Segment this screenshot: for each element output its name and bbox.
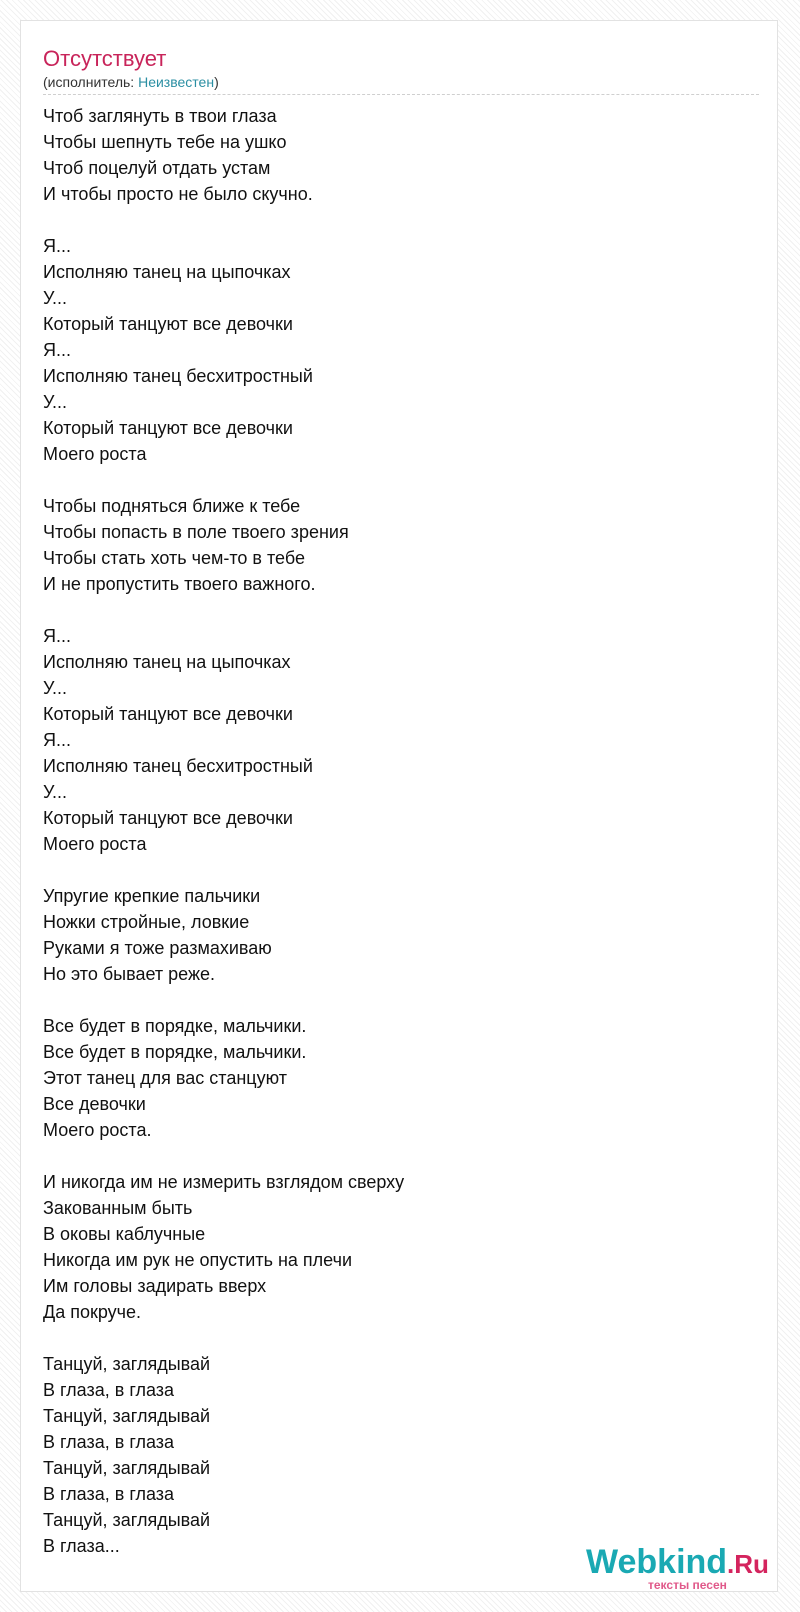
lyric-line: Закованным быть [43, 1198, 193, 1218]
lyrics-card [20, 20, 778, 1592]
lyric-line: Чтоб заглянуть в твои глаза [43, 106, 277, 126]
lyric-line: Чтобы попасть в поле твоего зрения [43, 522, 349, 542]
lyric-line [43, 987, 743, 1013]
lyric-line: В глаза, в глаза [43, 1484, 175, 1504]
lyric-line: Все девочки [43, 1094, 146, 1114]
lyric-line: Чтобы стать хоть чем-то в тебе [43, 548, 305, 568]
artist-line [43, 73, 219, 91]
lyric-line: Который танцуют все девочки [43, 314, 293, 334]
lyric-line: И чтобы просто не было скучно. [43, 184, 313, 204]
lyric-line: И не пропустить твоего важного. [43, 574, 316, 594]
lyric-line: У... [43, 678, 68, 698]
lyric-line [43, 207, 743, 233]
lyric-line: Чтоб поцелуй отдать устам [43, 158, 271, 178]
lyric-line: Исполняю танец на цыпочках [43, 652, 291, 672]
lyric-line: Танцуй, заглядывай [43, 1458, 211, 1478]
lyric-line: Танцуй, заглядывай [43, 1510, 211, 1530]
lyric-line: Все будет в порядке, мальчики. [43, 1016, 307, 1036]
lyric-line: Чтобы подняться ближе к тебе [43, 496, 301, 516]
lyric-line: Исполняю танец бесхитростный [43, 756, 313, 776]
lyric-line: В глаза, в глаза [43, 1380, 175, 1400]
lyric-line: В глаза... [43, 1536, 120, 1556]
lyric-line: Исполняю танец на цыпочках [43, 262, 291, 282]
artist-prefix: (исполнитель: [43, 74, 139, 90]
lyric-line: Никогда им рук не опустить на плечи [43, 1250, 353, 1270]
lyric-line: Исполняю танец бесхитростный [43, 366, 313, 386]
lyric-line: Моего роста. [43, 1120, 152, 1140]
lyric-line: В глаза, в глаза [43, 1432, 175, 1452]
lyric-line: Упругие крепкие пальчики [43, 886, 261, 906]
lyric-line: У... [43, 288, 68, 308]
lyric-line: Этот танец для вас станцуют [43, 1068, 287, 1088]
lyric-line [43, 857, 743, 883]
lyric-line: Я... [43, 340, 72, 360]
title-divider [43, 94, 759, 95]
lyric-line: Все будет в порядке, мальчики. [43, 1042, 307, 1062]
lyric-line: Чтобы шепнуть тебе на ушко [43, 132, 287, 152]
lyric-line: Руками я тоже размахиваю [43, 938, 272, 958]
lyric-line [43, 1325, 743, 1351]
artist-link[interactable]: Неизвестен [138, 74, 215, 90]
lyric-line: Им головы задирать вверх [43, 1276, 267, 1296]
lyric-line: У... [43, 392, 68, 412]
lyric-line: Ножки стройные, ловкие [43, 912, 250, 932]
lyric-line [43, 597, 743, 623]
lyric-line: Да покруче. [43, 1302, 142, 1322]
lyric-line [43, 1143, 743, 1169]
lyric-line: В оковы каблучные [43, 1224, 206, 1244]
logo-tagline: тексты песен [648, 1578, 727, 1592]
lyric-line: Я... [43, 730, 72, 750]
lyric-line: Но это бывает реже. [43, 964, 216, 984]
lyric-line: Танцуй, заглядывай [43, 1354, 211, 1374]
lyric-line: Который танцуют все девочки [43, 808, 293, 828]
lyric-line: Я... [43, 626, 72, 646]
logo-tld: .Ru [727, 1549, 769, 1579]
artist-suffix: ) [214, 74, 219, 90]
song-title: Отсутствует [43, 46, 167, 71]
lyric-line: Моего роста [43, 834, 147, 854]
lyric-line: У... [43, 782, 68, 802]
lyric-line: Моего роста [43, 444, 147, 464]
lyric-line: Который танцуют все девочки [43, 418, 293, 438]
lyric-line: Я... [43, 236, 72, 256]
webkind-logo[interactable] [586, 1542, 786, 1602]
lyric-line: Который танцуют все девочки [43, 704, 293, 724]
lyric-line: И никогда им не измерить взглядом сверху [43, 1172, 405, 1192]
lyrics-text [43, 103, 743, 1559]
lyric-line: Танцуй, заглядывай [43, 1406, 211, 1426]
logo-word: Webkind [586, 1543, 728, 1581]
lyric-line [43, 467, 743, 493]
